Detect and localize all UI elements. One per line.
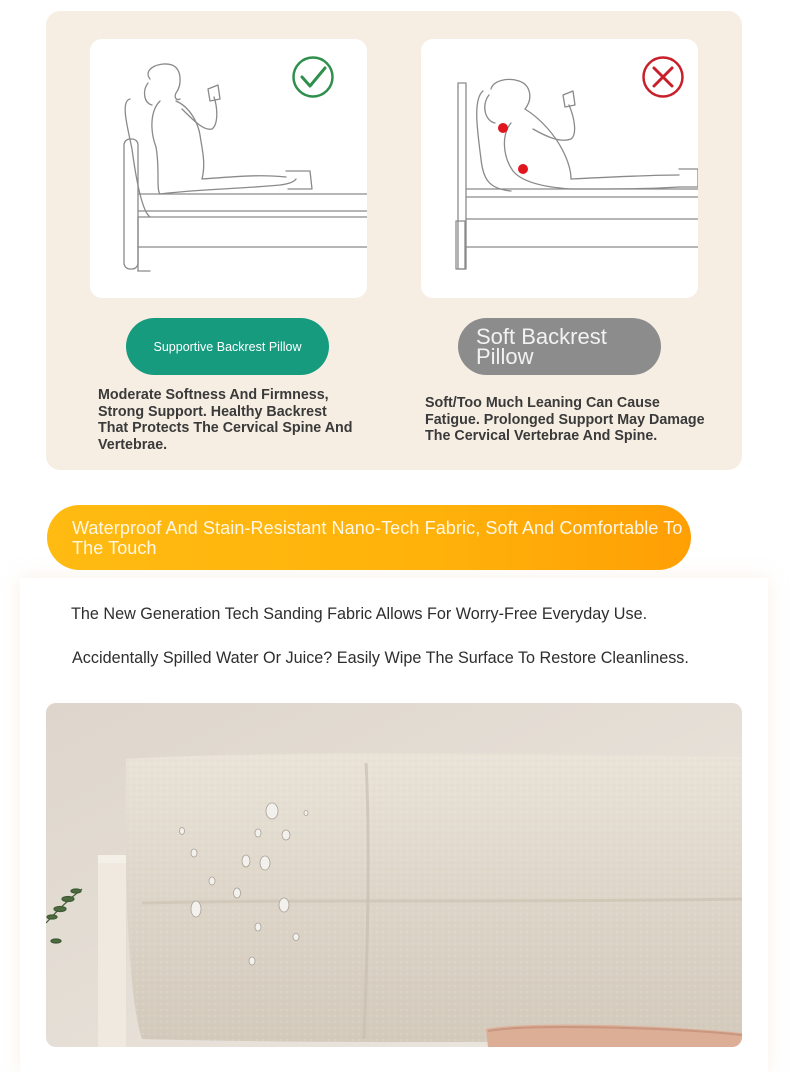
incorrect-posture-illustration [421, 39, 698, 298]
fabric-feature-1: The New Generation Tech Sanding Fabric Allows For Worry-Free Everyday Use. [71, 605, 648, 623]
pain-point-spine [518, 164, 528, 174]
fabric-feature-2: Accidentally Spilled Water Or Juice? Easily Wipe The Surface To Restore Cleanliness. [72, 649, 689, 667]
check-circle-icon [294, 58, 333, 97]
supportive-pillow-description: Moderate Softness And Firmness, Strong Support. Healthy Backrest That Protects The Cervical Spine And Vertebrae. [98, 387, 353, 453]
pain-point-neck [498, 123, 508, 133]
fabric-banner-title: Waterproof And Stain-Resistant Nano-Tech Fabric, Soft And Comfortable To The Touch [72, 518, 683, 558]
pillow-photo-drawing [46, 703, 742, 1047]
fabric-banner [47, 505, 691, 570]
soft-pillow-label: Soft Backrest Pillow [476, 324, 607, 369]
comparison-panel [46, 11, 742, 470]
correct-posture-drawing [90, 39, 367, 298]
supportive-pillow-label: Supportive Backrest Pillow [153, 339, 302, 354]
supportive-pillow-badge [126, 318, 329, 375]
x-circle-icon [644, 58, 683, 97]
correct-posture-illustration [90, 39, 367, 298]
incorrect-posture-drawing [421, 39, 698, 298]
soft-pillow-badge [458, 318, 661, 375]
waterproof-pillow-photo [46, 703, 742, 1047]
soft-pillow-description: Soft/Too Much Leaning Can Cause Fatigue. Prolonged Support May Damage The Cervical Vertebrae And Spine. [425, 395, 705, 444]
